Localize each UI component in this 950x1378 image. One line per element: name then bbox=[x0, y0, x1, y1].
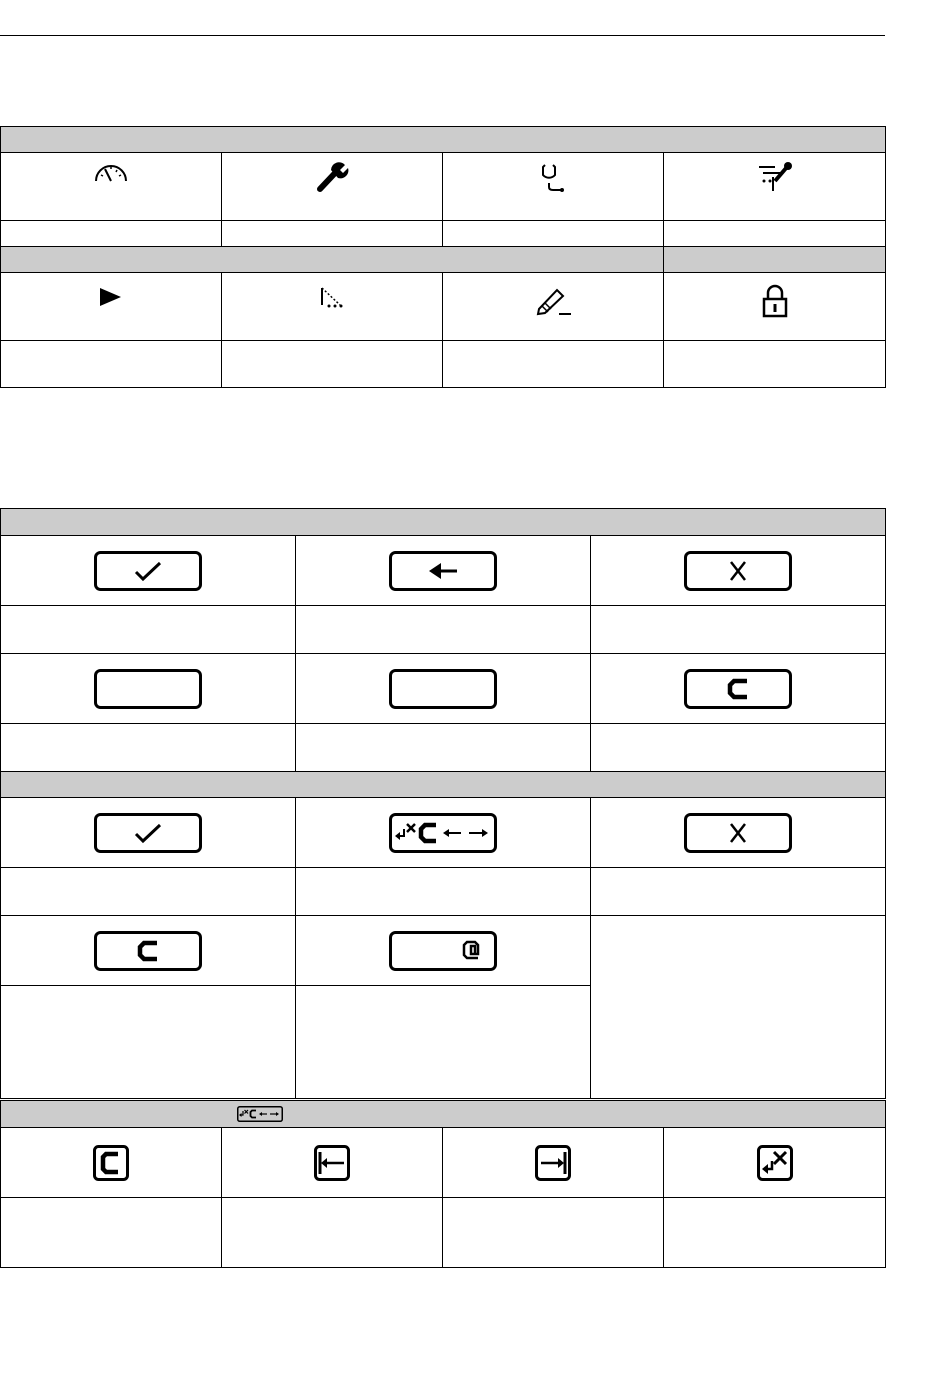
cancel-key-label-cell-2 bbox=[591, 868, 886, 916]
menu-table-subheader-right bbox=[664, 247, 886, 273]
blank-key-cell-2 bbox=[296, 654, 591, 724]
at-key-label-cell bbox=[296, 986, 591, 1099]
pencil-cell bbox=[443, 273, 664, 341]
blank-key-icon bbox=[94, 669, 202, 709]
c-square-icon bbox=[93, 1145, 129, 1181]
back-arrow-key-icon bbox=[389, 551, 497, 591]
edit-mode-key-label-cell bbox=[296, 868, 591, 916]
blank-key-label-cell-2 bbox=[296, 724, 591, 772]
check-key-icon bbox=[94, 813, 202, 853]
edit-mode-keys-table bbox=[0, 1100, 886, 1268]
keys-table bbox=[0, 508, 886, 1099]
keys-section1-header bbox=[1, 509, 886, 536]
menu-icons-table bbox=[0, 126, 886, 388]
check-key-label-cell bbox=[1, 606, 296, 654]
speedometer-cell bbox=[1, 153, 222, 221]
c-square-cell bbox=[1, 1128, 222, 1198]
c-square-label-cell bbox=[1, 1198, 222, 1268]
check-key-cell-2 bbox=[1, 798, 296, 868]
dotted-triangle-icon bbox=[318, 285, 346, 309]
blank-key-cell-1 bbox=[1, 654, 296, 724]
blank-key-icon bbox=[389, 669, 497, 709]
edit-mode-key-icon bbox=[389, 813, 497, 853]
pencil-label-cell bbox=[443, 341, 664, 388]
back-arrow-key-cell bbox=[296, 536, 591, 606]
keys-section2-header bbox=[1, 772, 886, 798]
c-key-icon bbox=[94, 931, 202, 971]
cursor-right-icon bbox=[535, 1145, 571, 1181]
cursor-left-cell bbox=[222, 1128, 443, 1198]
stethoscope-label-cell bbox=[443, 221, 664, 247]
at-key-icon bbox=[389, 931, 497, 971]
edit-mode-section-header bbox=[1, 1101, 886, 1128]
cursor-left-label-cell bbox=[222, 1198, 443, 1268]
pipe-wrench-cell bbox=[664, 153, 886, 221]
padlock-icon bbox=[759, 283, 791, 319]
menu-table-subheader-left bbox=[1, 247, 664, 273]
cursor-right-cell bbox=[443, 1128, 664, 1198]
wrench-icon bbox=[314, 161, 350, 193]
padlock-label-cell bbox=[664, 341, 886, 388]
speedometer-label-cell bbox=[1, 221, 222, 247]
cancel-key-icon bbox=[684, 551, 792, 591]
cursor-right-label-cell bbox=[443, 1198, 664, 1268]
wrench-label-cell bbox=[222, 221, 443, 247]
back-arrow-key-label-cell bbox=[296, 606, 591, 654]
keys-empty-merged-cell bbox=[591, 916, 886, 1099]
stethoscope-cell bbox=[443, 153, 664, 221]
page-top-rule bbox=[0, 35, 885, 36]
cancel-key-icon bbox=[684, 813, 792, 853]
play-label-cell bbox=[1, 341, 222, 388]
c-key-cell-2 bbox=[1, 916, 296, 986]
play-cell bbox=[1, 273, 222, 341]
at-key-cell bbox=[296, 916, 591, 986]
backspace-square-cell bbox=[664, 1128, 886, 1198]
blank-key-label-cell-1 bbox=[1, 724, 296, 772]
c-key-label-cell-2 bbox=[1, 986, 296, 1099]
cancel-key-label-cell bbox=[591, 606, 886, 654]
speedometer-icon bbox=[93, 161, 129, 183]
c-key-label-cell bbox=[591, 724, 886, 772]
menu-table-header bbox=[1, 127, 886, 153]
dotted-triangle-cell bbox=[222, 273, 443, 341]
pipe-wrench-icon bbox=[755, 161, 795, 193]
edit-mode-key-icon bbox=[237, 1106, 283, 1122]
padlock-cell bbox=[664, 273, 886, 341]
c-key-icon bbox=[684, 669, 792, 709]
play-icon bbox=[97, 285, 125, 309]
edit-mode-header-icon-wrap bbox=[237, 1106, 283, 1122]
stethoscope-icon bbox=[535, 161, 571, 193]
cursor-left-icon bbox=[314, 1145, 350, 1181]
check-key-cell bbox=[1, 536, 296, 606]
backspace-square-label-cell bbox=[664, 1198, 886, 1268]
backspace-square-icon bbox=[757, 1145, 793, 1181]
pencil-icon bbox=[533, 285, 573, 317]
check-key-icon bbox=[94, 551, 202, 591]
pipe-wrench-label-cell bbox=[664, 221, 886, 247]
edit-mode-key-cell bbox=[296, 798, 591, 868]
cancel-key-cell-2 bbox=[591, 798, 886, 868]
check-key-label-cell-2 bbox=[1, 868, 296, 916]
dotted-triangle-label-cell bbox=[222, 341, 443, 388]
c-key-cell bbox=[591, 654, 886, 724]
wrench-cell bbox=[222, 153, 443, 221]
cancel-key-cell bbox=[591, 536, 886, 606]
